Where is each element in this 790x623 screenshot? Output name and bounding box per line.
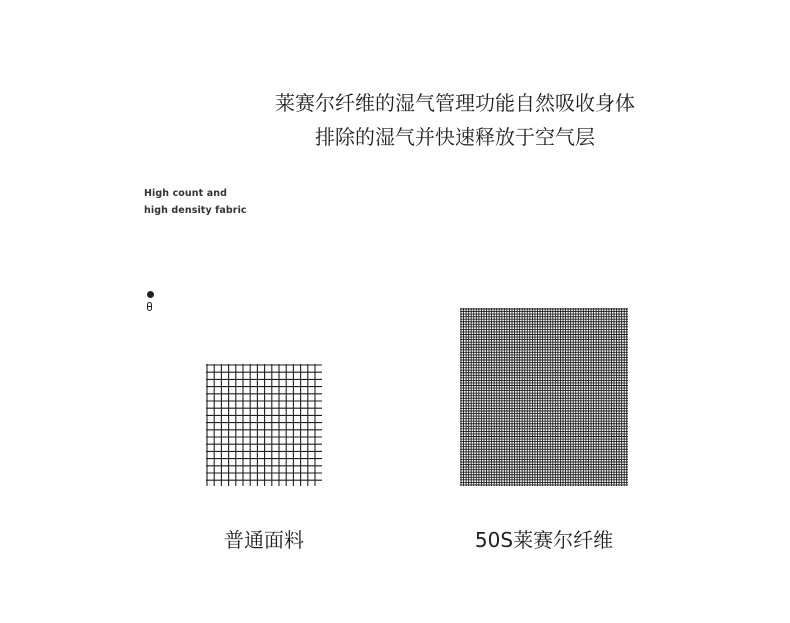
lyocell-fabric-weave bbox=[460, 308, 628, 486]
thread-loop-icon bbox=[147, 302, 152, 311]
weave-threads bbox=[206, 364, 322, 486]
normal-fabric-caption: 普通面料 bbox=[224, 528, 304, 552]
headline-line-1: 莱赛尔纤维的湿气管理功能自然吸收身体 bbox=[275, 91, 635, 115]
headline-line-2: 排除的湿气并快速释放于空气层 bbox=[315, 125, 595, 149]
bullet-dot-icon bbox=[147, 291, 154, 298]
lyocell-fabric-caption: 50S莱赛尔纤维 bbox=[474, 528, 614, 552]
normal-fabric-weave bbox=[206, 364, 322, 486]
weave-threads bbox=[460, 308, 628, 486]
tagline-line-2: high density fabric bbox=[144, 205, 247, 216]
tagline-line-1: High count and bbox=[144, 188, 227, 199]
